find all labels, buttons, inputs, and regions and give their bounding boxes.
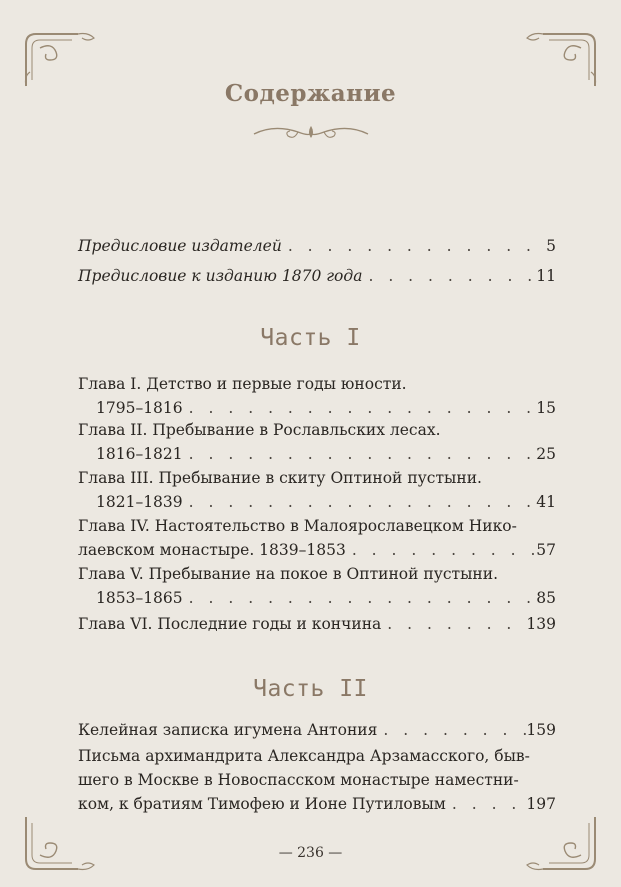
entry-title: Глава III. Пребывание в скиту Оптиной пустыни. <box>78 469 482 487</box>
entry-title-cont: 1821–1839 <box>96 493 183 511</box>
entry-page: 85 <box>536 589 556 607</box>
dot-leader <box>446 792 527 816</box>
entry-title-cont: 1795–1816 <box>96 399 183 417</box>
dot-leader <box>282 234 542 258</box>
dot-leader <box>346 538 536 562</box>
entry-page: 15 <box>536 399 556 417</box>
entry-title: Письма архимандрита Александра Арзамасского, быв- <box>78 747 530 765</box>
entry-title: Глава IV. Настоятельство в Малоярославецком Нико- <box>78 517 517 535</box>
entry-title-cont: ком, к братиям Тимофею и Ионе Путиловым <box>78 795 446 813</box>
entry-page: 57 <box>536 541 556 559</box>
toc-entry-chapter-1[interactable] <box>78 372 556 420</box>
page-number: — 236 — <box>278 845 343 861</box>
scroll-divider-icon <box>250 120 372 146</box>
entry-title: Келейная записка игумена Антония <box>78 721 378 739</box>
page-title: Содержание <box>224 80 397 107</box>
flourish-icon <box>519 813 599 873</box>
dot-leader <box>183 586 537 610</box>
flourish-icon <box>22 813 102 873</box>
part-1-heading: Часть I <box>260 325 361 351</box>
entry-page: 5 <box>546 237 556 255</box>
toc-entry-letters[interactable] <box>78 744 556 816</box>
title-divider-ornament <box>250 120 372 146</box>
dot-leader <box>183 442 537 466</box>
toc-entry-chapter-6[interactable] <box>78 612 556 636</box>
entry-title-cont: 1853–1865 <box>96 589 183 607</box>
entry-page: 197 <box>526 795 556 813</box>
toc-entry-chapter-4[interactable] <box>78 514 556 562</box>
entry-page: 159 <box>526 721 556 739</box>
part-2-heading: Часть II <box>253 676 368 702</box>
entry-title: Глава I. Детство и первые годы юности. <box>78 375 407 393</box>
entry-page: 139 <box>526 615 556 633</box>
entry-title: Глава II. Пребывание в Рославльских лесах. <box>78 421 441 439</box>
entry-page: 41 <box>536 493 556 511</box>
entry-title-cont: 1816–1821 <box>96 445 183 463</box>
toc-entry-chapter-2[interactable] <box>78 418 556 466</box>
toc-entry-chapter-5[interactable] <box>78 562 556 610</box>
toc-entry-preface-1870[interactable] <box>78 264 556 288</box>
entry-title: Глава V. Пребывание на покое в Оптиной пустыни. <box>78 565 499 583</box>
dot-leader <box>381 612 526 636</box>
dot-leader <box>362 264 536 288</box>
dot-leader <box>377 718 526 742</box>
entry-title: Глава VI. Последние годы и кончина <box>78 615 382 633</box>
dot-leader <box>183 396 537 420</box>
toc-entry-preface-publishers[interactable] <box>78 234 556 258</box>
dot-leader <box>183 490 537 514</box>
corner-ornament-bottom-right <box>519 813 599 873</box>
entry-title-cont: лаевском монастыре. 1839–1853 <box>78 541 346 559</box>
toc-entry-chapter-3[interactable] <box>78 466 556 514</box>
entry-title-cont: шего в Москве в Новоспасском монастыре наместни- <box>78 771 519 789</box>
entry-page: 25 <box>536 445 556 463</box>
entry-title: Предисловие издателей <box>78 237 282 255</box>
entry-title: Предисловие к изданию 1870 года <box>78 267 363 285</box>
corner-ornament-bottom-left <box>22 813 102 873</box>
entry-page: 11 <box>536 267 556 285</box>
toc-entry-cell-note[interactable] <box>78 718 556 742</box>
